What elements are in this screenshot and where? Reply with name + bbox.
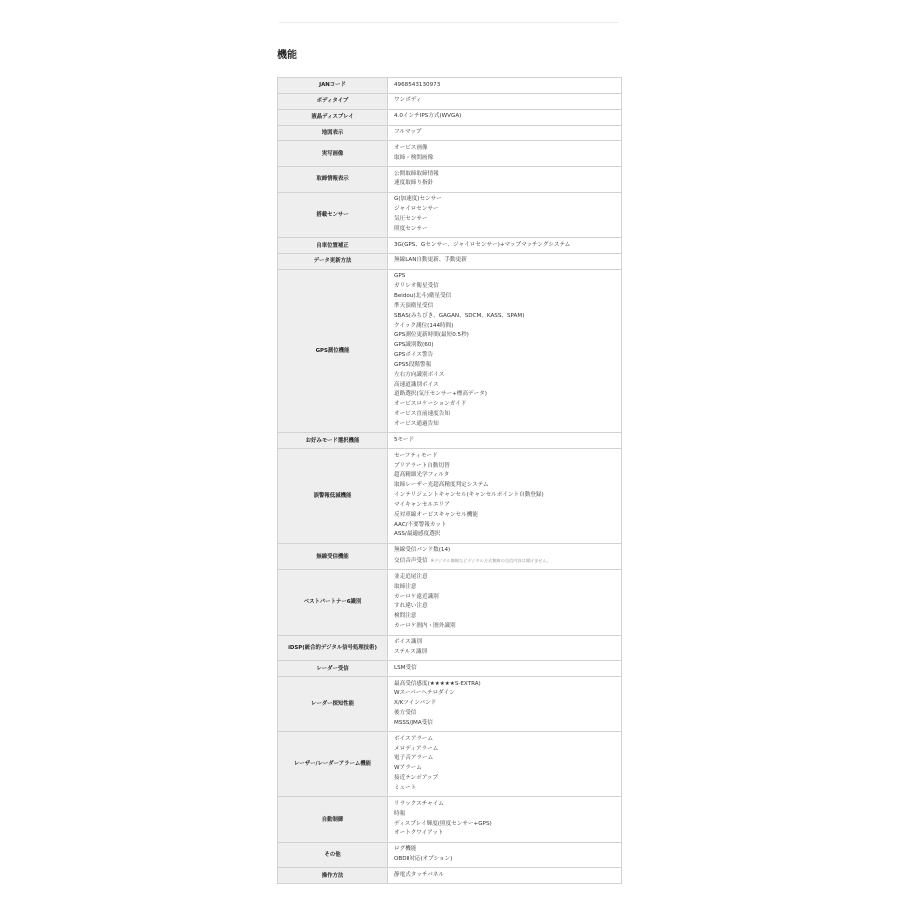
spec-label: レーダー受信 bbox=[278, 661, 388, 677]
spec-value-line bbox=[394, 282, 617, 292]
spec-value-cell bbox=[388, 78, 622, 94]
spec-value-line bbox=[394, 170, 617, 180]
spec-value-line bbox=[394, 810, 617, 820]
spec-row bbox=[278, 167, 622, 193]
spec-value-line bbox=[394, 400, 617, 410]
spec-value-text: マイキャンセルエリア bbox=[394, 501, 450, 508]
spec-value-cell bbox=[388, 661, 622, 677]
spec-value-text: フルマップ bbox=[394, 129, 422, 136]
spec-value-cell bbox=[388, 797, 622, 842]
spec-value-line bbox=[394, 593, 617, 603]
spec-label: GPS測位機能 bbox=[278, 269, 388, 433]
spec-value-cell bbox=[388, 93, 622, 109]
spec-value-line bbox=[394, 774, 617, 784]
spec-row bbox=[278, 635, 622, 661]
spec-row bbox=[278, 732, 622, 797]
spec-label: データ更新方法 bbox=[278, 253, 388, 269]
spec-value-line bbox=[394, 573, 617, 583]
spec-value-text: ボイスアラーム bbox=[394, 735, 434, 742]
spec-value-line bbox=[394, 602, 617, 612]
spec-value-line bbox=[394, 292, 617, 302]
spec-value-line bbox=[394, 501, 617, 511]
spec-label: レーダー探知性能 bbox=[278, 677, 388, 732]
spec-value-line bbox=[394, 855, 617, 865]
spec-value-line bbox=[394, 341, 617, 351]
spec-value-line bbox=[394, 530, 617, 540]
spec-value-cell bbox=[388, 167, 622, 193]
spec-value-text: X/Kツインバンド bbox=[394, 700, 437, 707]
spec-value-text: 速度取締り指針 bbox=[394, 180, 434, 187]
spec-value-line bbox=[394, 272, 617, 282]
spec-value-cell bbox=[388, 125, 622, 141]
spec-value-text: 公開取締取締情報 bbox=[394, 170, 439, 177]
spec-value-text: 5モード bbox=[394, 436, 415, 443]
spec-value-line bbox=[394, 745, 617, 755]
spec-value-line bbox=[394, 491, 617, 501]
spec-value-text: LSM受信 bbox=[394, 664, 417, 671]
spec-value-text: 3G(GPS、Gセンサー、ジャイロセンサー)+マップマッチングシステム bbox=[394, 241, 571, 248]
spec-value-text: 接近テンポアップ bbox=[394, 775, 439, 782]
spec-value-cell bbox=[388, 570, 622, 635]
spec-value-line bbox=[394, 871, 617, 881]
spec-label: 操作方法 bbox=[278, 868, 388, 884]
spec-value-text: 4.0インチIPS方式(WVGA) bbox=[394, 113, 462, 120]
spec-row bbox=[278, 192, 622, 237]
spec-value-cell bbox=[388, 732, 622, 797]
spec-value-cell bbox=[388, 543, 622, 570]
spec-value-line bbox=[394, 112, 617, 122]
spec-value-text: 取締レーザー光超高精度判定システム bbox=[394, 482, 489, 489]
spec-value-line bbox=[394, 583, 617, 593]
spec-value-line bbox=[394, 546, 617, 556]
spec-value-line bbox=[394, 612, 617, 622]
spec-value-text: すれ違い注意 bbox=[394, 603, 428, 610]
spec-value-line bbox=[394, 699, 617, 709]
spec-value-text: オービスロケーションガイド bbox=[394, 401, 467, 408]
spec-value-cell bbox=[388, 109, 622, 125]
spec-value-line bbox=[394, 302, 617, 312]
spec-row bbox=[278, 238, 622, 254]
spec-value-line bbox=[394, 225, 617, 235]
spec-value-line bbox=[394, 556, 617, 567]
spec-value-text: 反対車線オービスキャンセル機能 bbox=[394, 511, 478, 518]
spec-value-text: 準天頂衛星受信 bbox=[394, 302, 434, 309]
section-title: 機能 bbox=[277, 50, 297, 61]
spec-value-line bbox=[394, 735, 617, 745]
spec-value-text: 最高受信感度(★★★★★S-EXTRA) bbox=[394, 680, 481, 687]
spec-value-line bbox=[394, 312, 617, 322]
spec-value-line bbox=[394, 144, 617, 154]
spec-value-text: 交信音声受信 bbox=[394, 558, 428, 565]
spec-value-text: 超高精細光学フィルタ bbox=[394, 472, 450, 479]
spec-label: JANコード bbox=[278, 78, 388, 94]
spec-value-text: 気圧センサー bbox=[394, 215, 428, 222]
spec-row bbox=[278, 269, 622, 433]
spec-label: 実写画像 bbox=[278, 141, 388, 167]
spec-value-line bbox=[394, 381, 617, 391]
spec-row bbox=[278, 677, 622, 732]
spec-label: 液晶ディスプレイ bbox=[278, 109, 388, 125]
spec-value-line bbox=[394, 81, 617, 91]
spec-row bbox=[278, 109, 622, 125]
spec-value-text: 後方受信 bbox=[394, 710, 417, 717]
spec-value-text: ボイス識別 bbox=[394, 639, 422, 645]
spec-value-line bbox=[394, 179, 617, 189]
spec-value-text: 並走追尾注意 bbox=[394, 573, 428, 580]
spec-value-line bbox=[394, 829, 617, 839]
spec-row bbox=[278, 125, 622, 141]
spec-value-text: GPSボイス警告 bbox=[394, 352, 434, 359]
spec-value-cell bbox=[388, 842, 622, 868]
spec-value-line bbox=[394, 764, 617, 774]
spec-value-text: ワンボディ bbox=[394, 97, 422, 104]
spec-value-line bbox=[394, 462, 617, 472]
spec-value-cell bbox=[388, 238, 622, 254]
spec-value-text: OBDⅡ対応(オプション) bbox=[394, 856, 453, 863]
spec-value-line bbox=[394, 452, 617, 462]
spec-value-line bbox=[394, 154, 617, 164]
spec-label: その他 bbox=[278, 842, 388, 868]
spec-row bbox=[278, 93, 622, 109]
spec-value-line bbox=[394, 371, 617, 381]
spec-value-line bbox=[394, 420, 617, 430]
spec-value-text: GPS bbox=[394, 273, 406, 280]
spec-value-text: Beidou(北斗)衛星受信 bbox=[394, 293, 452, 299]
spec-value-text: オービス画像 bbox=[394, 144, 428, 151]
spec-value-line bbox=[394, 322, 617, 332]
spec-label: 誤警報低減機能 bbox=[278, 449, 388, 544]
spec-value-line bbox=[394, 471, 617, 481]
top-divider bbox=[279, 22, 618, 23]
spec-value-line bbox=[394, 709, 617, 719]
spec-label: 取締情報表示 bbox=[278, 167, 388, 193]
spec-label: 自動制御 bbox=[278, 797, 388, 842]
spec-value-text: リラックスチャイム bbox=[394, 800, 444, 807]
spec-row bbox=[278, 797, 622, 842]
spec-row bbox=[278, 141, 622, 167]
spec-value-text: 時報 bbox=[394, 810, 406, 817]
spec-row bbox=[278, 842, 622, 868]
spec-value-text: MSSS/JMA受信 bbox=[394, 719, 433, 726]
spec-value-text: SBAS(みちびき、GAGAN、SDCM、KASS、SPAM) bbox=[394, 312, 525, 319]
spec-value-text: オービス直前速度告知 bbox=[394, 411, 450, 418]
spec-label: 搭載センサー bbox=[278, 192, 388, 237]
spec-value-text: ミュート bbox=[394, 784, 417, 791]
spec-value-cell bbox=[388, 635, 622, 661]
spec-value-line bbox=[394, 648, 617, 658]
spec-value-text: Wスーパーヘテロダイン bbox=[394, 690, 455, 697]
spec-row bbox=[278, 868, 622, 884]
spec-value-cell bbox=[388, 141, 622, 167]
spec-value-text: カーロケ圏内・圏外識別 bbox=[394, 623, 456, 630]
spec-value-text: 4968543130973 bbox=[394, 81, 441, 88]
spec-value-text: 高速道識別ボイス bbox=[394, 381, 439, 388]
spec-value-text: メロディアラーム bbox=[394, 745, 439, 752]
spec-row bbox=[278, 253, 622, 269]
spec-value-line bbox=[394, 638, 617, 648]
spec-label: ベストパートナー6識別 bbox=[278, 570, 388, 635]
spec-value-text: ジャイロセンサー bbox=[394, 206, 439, 213]
spec-table bbox=[277, 77, 622, 884]
spec-row bbox=[278, 449, 622, 544]
spec-label: 無線受信機能 bbox=[278, 543, 388, 570]
spec-value-line bbox=[394, 719, 617, 729]
spec-value-line bbox=[394, 256, 617, 266]
spec-value-line bbox=[394, 215, 617, 225]
spec-value-text: ステルス識別 bbox=[394, 648, 428, 655]
spec-row bbox=[278, 570, 622, 635]
spec-value-line bbox=[394, 195, 617, 205]
spec-value-text: 電子音アラーム bbox=[394, 755, 434, 762]
spec-value-cell bbox=[388, 433, 622, 449]
spec-value-line bbox=[394, 820, 617, 830]
spec-value-line bbox=[394, 754, 617, 764]
spec-value-text: プリアラート自動切替 bbox=[394, 462, 450, 469]
spec-value-text: 無線受信バンド数(14) bbox=[394, 547, 451, 554]
spec-value-text: 左右方向識別ボイス bbox=[394, 371, 445, 378]
spec-value-line bbox=[394, 128, 617, 138]
spec-value-line bbox=[394, 241, 617, 251]
spec-value-text: 検問注意 bbox=[394, 613, 417, 620]
spec-value-cell bbox=[388, 253, 622, 269]
spec-value-text: ログ機能 bbox=[394, 846, 417, 853]
spec-value-line bbox=[394, 680, 617, 690]
spec-value-cell bbox=[388, 449, 622, 544]
spec-value-text: 照度センサー bbox=[394, 225, 428, 232]
spec-value-line bbox=[394, 96, 617, 106]
spec-value-text: カーロケ遠近識別 bbox=[394, 593, 439, 600]
spec-label: レーザー/レーダーアラーム機能 bbox=[278, 732, 388, 797]
spec-value-text: GPS識別数(60) bbox=[394, 342, 434, 349]
spec-value-line bbox=[394, 481, 617, 491]
spec-value-line bbox=[394, 521, 617, 531]
spec-value-text: セーフティモード bbox=[394, 452, 438, 459]
spec-label: iDSP(統合的デジタル信号処理技術) bbox=[278, 635, 388, 661]
spec-value-text: クイック測位(144時間) bbox=[394, 322, 454, 329]
spec-value-line bbox=[394, 845, 617, 855]
spec-value-line bbox=[394, 800, 617, 810]
spec-value-line bbox=[394, 205, 617, 215]
spec-value-line bbox=[394, 390, 617, 400]
spec-value-line bbox=[394, 689, 617, 699]
spec-value-line bbox=[394, 622, 617, 632]
spec-table-body bbox=[278, 78, 622, 884]
spec-value-text: GPS5段階警報 bbox=[394, 361, 432, 368]
spec-note: ※デジタル無線などデジタル方式無線の交信内容は聞けません。 bbox=[430, 558, 552, 564]
spec-value-text: G(加速度)センサー bbox=[394, 196, 442, 203]
spec-value-text: ディスプレイ輝度(照度センサー+GPS) bbox=[394, 820, 492, 827]
spec-value-text: 取締・検問画像 bbox=[394, 154, 434, 161]
spec-value-line bbox=[394, 351, 617, 361]
spec-row bbox=[278, 661, 622, 677]
spec-label: 地図表示 bbox=[278, 125, 388, 141]
spec-row bbox=[278, 543, 622, 570]
spec-value-text: GPS測位更新時間(最短0.5秒) bbox=[394, 332, 469, 339]
spec-value-text: ガリレオ衛星受信 bbox=[394, 283, 439, 290]
spec-value-cell bbox=[388, 868, 622, 884]
spec-value-text: ASS/最適感度選択 bbox=[394, 531, 441, 538]
spec-value-text: 取締注意 bbox=[394, 583, 417, 590]
spec-value-cell bbox=[388, 677, 622, 732]
spec-value-text: オービス通過告知 bbox=[394, 420, 439, 427]
spec-label: ボディタイプ bbox=[278, 93, 388, 109]
spec-value-text: インテリジェントキャンセル(キャンセルポイント自動登録) bbox=[394, 492, 544, 499]
spec-value-text: Wアラーム bbox=[394, 765, 422, 772]
spec-value-line bbox=[394, 331, 617, 341]
spec-value-cell bbox=[388, 192, 622, 237]
spec-value-line bbox=[394, 436, 617, 446]
spec-value-line bbox=[394, 511, 617, 521]
spec-label: 自車位置補正 bbox=[278, 238, 388, 254]
spec-value-cell bbox=[388, 269, 622, 433]
spec-value-text: オートクワイアット bbox=[394, 830, 444, 837]
spec-value-line bbox=[394, 410, 617, 420]
spec-value-text: 道路選択(気圧センサー+標高データ) bbox=[394, 391, 487, 398]
spec-value-text: 無線LAN自動更新、手動更新 bbox=[394, 257, 467, 264]
spec-row bbox=[278, 433, 622, 449]
spec-value-line bbox=[394, 361, 617, 371]
spec-value-text: AAC/不要警報カット bbox=[394, 521, 447, 528]
spec-row bbox=[278, 78, 622, 94]
spec-label: お好みモード選択機能 bbox=[278, 433, 388, 449]
spec-value-line bbox=[394, 784, 617, 794]
spec-value-text: 静電式タッチパネル bbox=[394, 871, 445, 878]
spec-value-line bbox=[394, 664, 617, 674]
